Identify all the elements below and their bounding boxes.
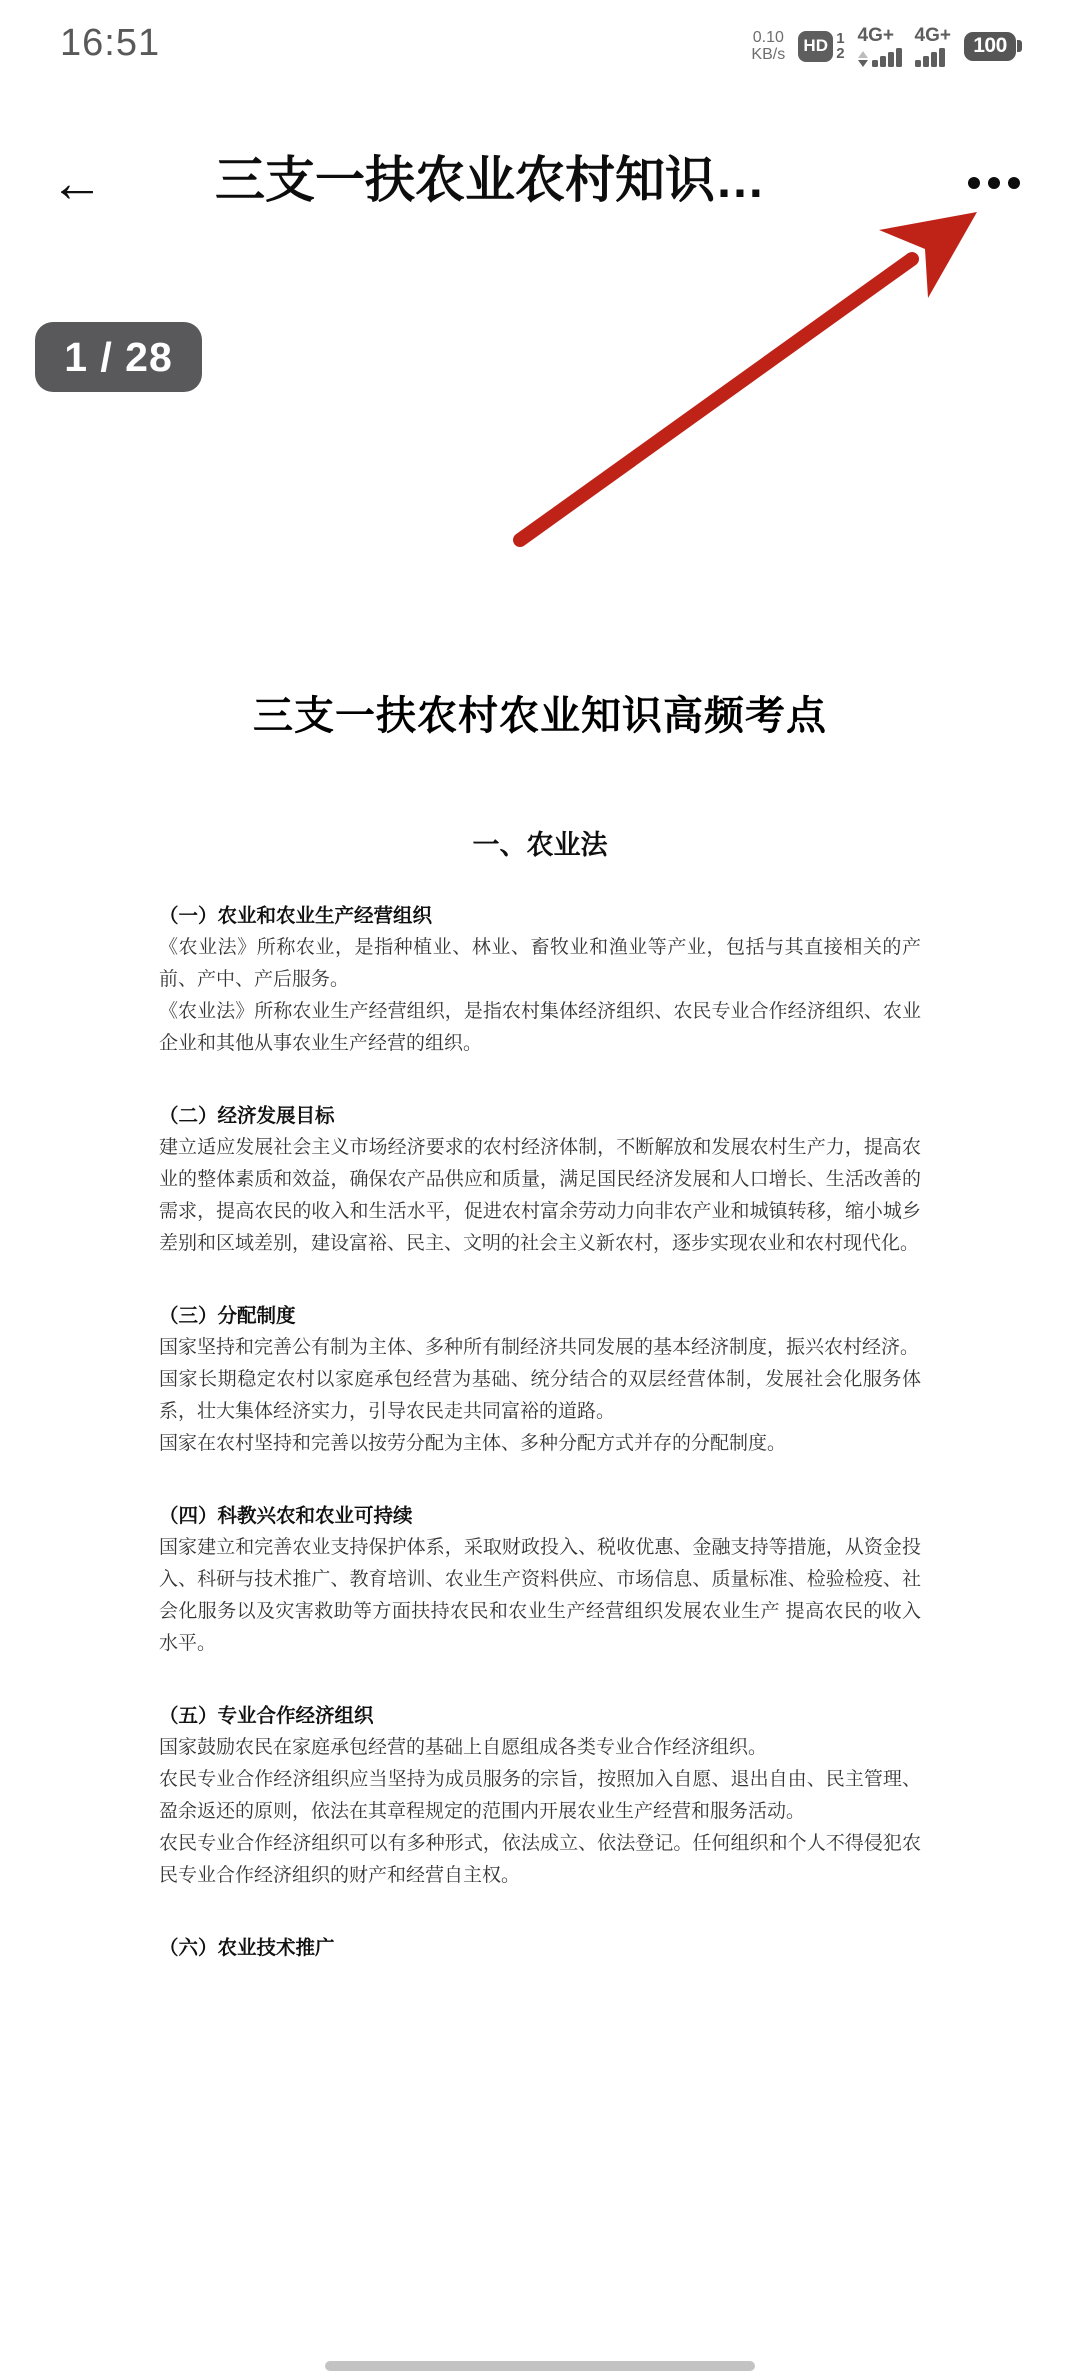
home-indicator[interactable] (325, 2361, 755, 2371)
hd-icon: HD (798, 31, 833, 62)
document-page[interactable] (159, 694, 921, 1964)
battery-nub (1017, 40, 1022, 52)
signal-sim2 (915, 26, 951, 67)
battery-icon (964, 32, 1022, 61)
status-bar (0, 0, 1080, 80)
more-dots-icon (1008, 177, 1020, 189)
back-button[interactable] (42, 128, 112, 238)
section-2 (159, 1100, 921, 1260)
section-paragraph: 建立适应发展社会主义市场经济要求的农村经济体制，不断解放和发展农村生产力，提高农业的整体素质和效益，确保农产品供应和质量，满足国民经济发展和人口增长、生活改善的需求，提高农民的收入和生活水平，促进农村富余劳动力向非农产业和城镇转移，缩小城乡差别和区域差别，建设富裕、民主、文明的社会主义新农村，逐步实现农业和农村现代化。 (159, 1137, 921, 1254)
data-activity-icon (858, 51, 868, 67)
page-indicator-badge: 1 / 28 (35, 322, 202, 392)
network-type-2: 4G+ (914, 24, 951, 46)
section-paragraph: 国家长期稳定农村以家庭承包经营为基础、统分结合的双层经营体制，发展社会化服务体系，壮大集体经济实力，引导农民走共同富裕的道路。 (159, 1369, 921, 1422)
section-6 (159, 1932, 921, 1964)
more-dots-icon (968, 177, 980, 189)
status-icons (751, 20, 1022, 72)
section-heading: （四）科教兴农和农业可持续 (159, 1505, 413, 1527)
section-heading: （三）分配制度 (159, 1305, 296, 1327)
section-paragraph: 国家坚持和完善公有制为主体、多种所有制经济共同发展的基本经济制度，振兴农村经济。 (159, 1337, 920, 1358)
section-heading: （一）农业和农业生产经营组织 (159, 905, 433, 927)
section-paragraph: 农民专业合作经济组织应当坚持为成员服务的宗旨，按照加入自愿、退出自由、民主管理、盈余返还的原则，依法在其章程规定的范围内开展农业生产经营和服务活动。 (159, 1769, 921, 1822)
network-type-1: 4G+ (857, 24, 894, 46)
sim2-label: 2 (836, 45, 845, 62)
section-4 (159, 1500, 921, 1660)
clock: 16:51 (60, 22, 161, 64)
back-arrow-icon: ← (50, 153, 104, 213)
battery-level: 100 (964, 32, 1016, 61)
section-paragraph: 《农业法》所称农业，是指种植业、林业、畜牧业和渔业等产业，包括与其直接相关的产前、产中、产后服务。 (159, 937, 921, 990)
section-3 (159, 1300, 921, 1460)
section-heading: （二）经济发展目标 (159, 1105, 335, 1127)
section-5 (159, 1700, 921, 1892)
sim1-label: 1 (836, 30, 845, 47)
section-paragraph: 国家鼓励农民在家庭承包经营的基础上自愿组成各类专业合作经济组织。 (159, 1737, 768, 1758)
dual-sim-indicator (836, 31, 844, 61)
signal-sim1 (858, 26, 902, 67)
network-speed (751, 29, 785, 63)
section-heading: （五）专业合作经济组织 (159, 1705, 374, 1727)
hd-volte-indicator (798, 31, 844, 62)
section-paragraph: 国家建立和完善农业支持保护体系，采取财政投入、税收优惠、金融支持等措施，从资金投入、科研与技术推广、教育培训、农业生产资料供应、市场信息、质量标准、检验检疫、社会化服务以及灾害救助等方面扶持农民和农业生产经营组织发展农业生产 提高农民的收入水平。 (159, 1537, 921, 1654)
signal-bars-icon (915, 48, 945, 67)
more-dots-icon (988, 177, 1000, 189)
section-paragraph: 国家在农村坚持和完善以按劳分配为主体、多种分配方式并存的分配制度。 (159, 1433, 787, 1454)
section-paragraph: 《农业法》所称农业生产经营组织，是指农村集体经济组织、农民专业合作经济组织、农业企业和其他从事农业生产经营的组织。 (159, 1001, 921, 1054)
section-1 (159, 900, 921, 1060)
page-title: 三支一扶农村农业知识高频考点 (253, 694, 827, 738)
section-paragraph: 农民专业合作经济组织可以有多种形式，依法成立、依法登记。任何组织和个人不得侵犯农民专业合作经济组织的财产和经营自主权。 (159, 1833, 921, 1886)
chapter-heading: 一、农业法 (472, 830, 608, 860)
more-menu-button[interactable] (966, 148, 1022, 218)
section-heading: （六）农业技术推广 (159, 1937, 335, 1959)
document-title-truncated: 三支一扶农业农村知识… (215, 152, 765, 208)
network-speed-value: 0.10 (752, 29, 784, 46)
network-speed-unit: KB/s (751, 46, 786, 63)
signal-bars-icon (872, 48, 902, 67)
nav-bar (0, 128, 1080, 243)
